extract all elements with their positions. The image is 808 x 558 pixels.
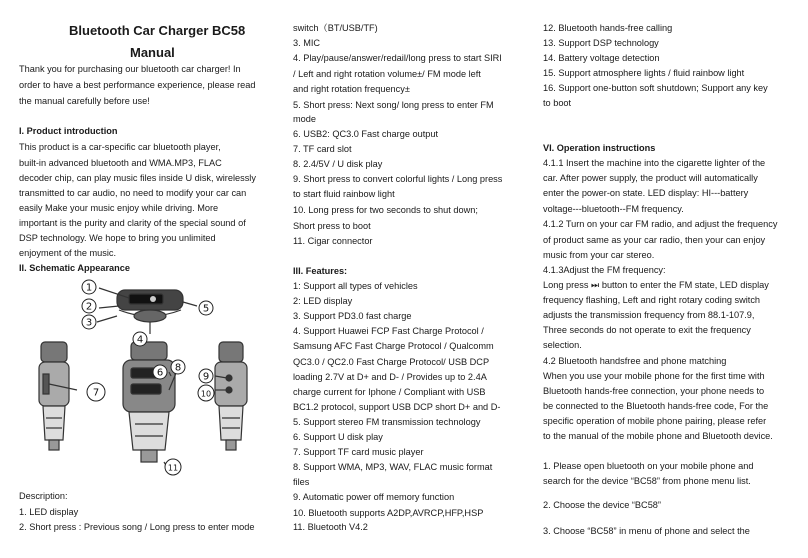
text-line: order to have a best performance experience, please read — [19, 80, 256, 90]
text-line: switch（BT/USB/TF) — [293, 23, 378, 33]
callout-label: 4 — [136, 334, 144, 346]
text-line: Samsung AFC Fast Charge Protocol / Qualcomm — [293, 341, 494, 351]
text-line: 8. 2.4/5V / U disk play — [293, 159, 383, 169]
text-line: the manual carefully before use! — [19, 96, 150, 106]
text-line: 10. Bluetooth supports A2DP,AVRCP,HFP,HSP — [293, 508, 484, 518]
text-line: 15. Support atmosphere lights / fluid rainbow light — [543, 68, 745, 78]
text-line: 4. Play/pause/answer/redail/long press to start SIRI — [293, 53, 502, 63]
text-line: 11. Bluetooth V4.2 — [293, 522, 368, 532]
callout-label: 11 — [167, 463, 179, 473]
text-line: 7. Support TF card music player — [293, 447, 424, 457]
text-line: 14. Battery voltage detection — [543, 53, 660, 63]
text-line: music from your car stereo. — [543, 250, 655, 260]
text-line: and right rotation frequency± — [293, 84, 410, 94]
text-line: QC3.0 / QC2.0 Fast Charge Protocol/ USB DCP — [293, 357, 490, 367]
text-line: Description: — [19, 491, 68, 501]
callout-label: 8 — [174, 362, 182, 374]
text-line: 9. Short press to convert colorful lights / Long press — [293, 174, 503, 184]
text-line: 11. Cigar connector — [293, 236, 373, 246]
callout-label: 3 — [85, 317, 93, 329]
callout-label: 6 — [156, 367, 164, 379]
text-line: selection. — [543, 340, 582, 350]
text-line: 2. Short press : Previous song / Long press to enter mode — [19, 522, 255, 532]
callout-label: 2 — [85, 301, 93, 313]
text-line: mode — [293, 114, 316, 124]
text-line: transmitted to car audio, no need to modify your car can — [19, 188, 247, 198]
callout-label: 5 — [202, 303, 210, 315]
text-line: 3. Choose “BC58” in menu of phone and select the — [543, 526, 750, 536]
text-line: 1. LED display — [19, 507, 79, 517]
text-line: voltage---bluetooth--FM frequency. — [543, 204, 684, 214]
text-line: DSP technology. We hope to bring you unlimited — [19, 233, 216, 243]
text-line: Bluetooth hands-free connection, your phone needs to — [543, 386, 765, 396]
text-line: 16. Support one-button soft shutdown; Support any key — [543, 83, 768, 93]
text-line: enter the power-on state. LED display: HI---battery — [543, 188, 749, 198]
text-line: files — [293, 477, 310, 487]
text-line: / Left and right rotation volume±/ FM mode left — [293, 69, 481, 79]
text-line: 13. Support DSP technology — [543, 38, 659, 48]
text-line: Short press to boot — [293, 221, 371, 231]
section-heading: I. Product introduction — [19, 126, 118, 136]
text-line: Thank you for purchasing our bluetooth car charger! In — [19, 64, 241, 74]
text-line: built-in advanced bluetooth and WMA.MP3, FLAC — [19, 158, 222, 168]
text-line: 4.2 Bluetooth handsfree and phone matching — [543, 356, 727, 366]
text-line: BC1.2 protocol, support USB DCP short D+ and D- — [293, 402, 501, 412]
callout-label: 10 — [200, 389, 212, 399]
text-line: 4. Support Huawei FCP Fast Charge Protocol / — [293, 326, 484, 336]
charger-center-view — [123, 342, 175, 462]
text-line: Long press ⏭ button to enter the FM state, LED display — [543, 280, 769, 290]
charger-side-view-left — [39, 342, 69, 450]
text-line: enjoyment of the music. — [19, 248, 117, 258]
text-line: frequency flashing, Left and right rotary coding switch — [543, 295, 761, 305]
text-line: 2. Choose the device “BC58” — [543, 500, 661, 510]
text-line: 3. Support PD3.0 fast charge — [293, 311, 412, 321]
text-line: decoder chip, can play music files inside U disk, wirelessly — [19, 173, 256, 183]
section-heading: VI. Operation instructions — [543, 143, 656, 153]
manual-subtitle: Manual — [130, 45, 175, 60]
text-line: 4.1.2 Turn on your car FM radio, and adjust the frequency — [543, 219, 778, 229]
text-line: When you use your mobile phone for the first time with — [543, 371, 765, 381]
text-line: be connected to the Bluetooth hands-free code, For the — [543, 401, 769, 411]
text-line: to boot — [543, 98, 572, 108]
text-line: 10. Long press for two seconds to shut down; — [293, 205, 478, 215]
text-line: 1: Support all types of vehicles — [293, 281, 418, 291]
text-line: Three seconds do not operate to exit the frequency — [543, 325, 751, 335]
text-line: to start fluid rainbow light — [293, 189, 395, 199]
text-line: This product is a car-specific car bluetooth player, — [19, 142, 221, 152]
text-line: loading 2.7V at D+ and D- / Provides up to 2.4A — [293, 372, 487, 382]
text-line: 1. Please open bluetooth on your mobile phone and — [543, 461, 754, 471]
text-line: easily Make your music enjoy while driving. More — [19, 203, 219, 213]
text-line: search for the device “BC58” from phone menu list. — [543, 476, 751, 486]
callout-label: 1 — [85, 282, 93, 294]
text-line: 5. Short press: Next song/ long press to enter FM — [293, 100, 494, 110]
section-heading: II. Schematic Appearance — [19, 263, 130, 273]
text-line: to the manual of the mobile phone and Bluetooth device. — [543, 431, 773, 441]
text-line: specific operation of mobile phone pairing, please refer — [543, 416, 767, 426]
section-heading: III. Features: — [293, 266, 348, 276]
manual-title: Bluetooth Car Charger BC58 — [69, 23, 246, 38]
callout-label: 7 — [92, 387, 100, 399]
text-line: adjusts the transmission frequency from 88.1-107.9, — [543, 310, 755, 320]
text-line: 6. USB2: QC3.0 Fast charge output — [293, 129, 439, 139]
text-line: 4.1.3Adjust the FM frequency: — [543, 265, 666, 275]
text-line: 2: LED display — [293, 296, 353, 306]
text-line: 4.1.1 Insert the machine into the cigarette lighter of the — [543, 158, 766, 168]
text-line: 7. TF card slot — [293, 144, 352, 154]
text-line: important is the purity and clarity of the special sound of — [19, 218, 246, 228]
text-line: charge current for Iphone / Compliant with USB — [293, 387, 486, 397]
callout-label: 9 — [202, 371, 210, 383]
text-line: 12. Bluetooth hands-free calling — [543, 23, 673, 33]
schematic-diagram — [19, 278, 285, 478]
charger-side-view-right — [215, 342, 247, 450]
charger-front-view — [117, 290, 183, 322]
text-line: 8. Support WMA, MP3, WAV, FLAC music format — [293, 462, 493, 472]
text-line: 6. Support U disk play — [293, 432, 383, 442]
text-line: 3. MIC — [293, 38, 321, 48]
text-line: 5. Support stereo FM transmission technology — [293, 417, 481, 427]
text-line: car. After power supply, the product will automatically — [543, 173, 758, 183]
text-line: 9. Automatic power off memory function — [293, 492, 455, 502]
text-line: of product same as your car radio, then your can enjoy — [543, 235, 766, 245]
